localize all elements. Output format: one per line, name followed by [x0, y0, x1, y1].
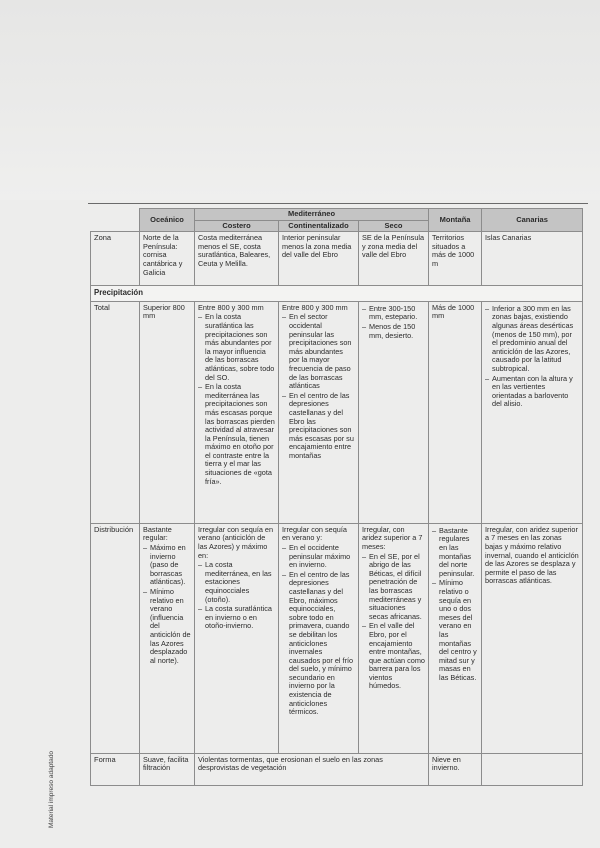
- forma-row: [91, 753, 583, 785]
- list-item: – Máximo en invierno (paso de borrascas atlánticas).: [143, 544, 191, 587]
- distribucion-costero-list: [198, 561, 275, 631]
- precipitacion-heading: Precipitación: [91, 286, 583, 302]
- forma-label: Forma: [91, 753, 140, 785]
- top-rule: [88, 203, 588, 204]
- list-item: – Menos de 150 mm, desierto.: [362, 323, 425, 340]
- header-montana: Montaña: [429, 209, 482, 232]
- distribucion-costero: [195, 523, 279, 753]
- distribucion-costero-intro: Irregular con sequía en verano (anticiclón de las Azores) y máximo en:: [198, 524, 274, 560]
- zona-montana: Territorios situados a más de 1000 m: [429, 232, 482, 286]
- header-oceanico: Oceánico: [140, 209, 195, 232]
- list-item: – Aumentan con la altura y en las vertientes orientadas a barlovento del alisio.: [485, 375, 579, 409]
- forma-canarias: [482, 753, 583, 785]
- zona-canarias: Islas Canarias: [482, 232, 583, 286]
- forma-oceanico: Suave, facilita filtración: [140, 753, 195, 785]
- distribucion-canarias: Irregular, con aridez superior a 7 meses en las zonas bajas y máximo relativo invernal, cuando el anticiclón de las Azores se desplaza y permite el paso de las borrascas atlánticas.: [482, 523, 583, 753]
- list-item: – En el centro de las depresiones castellanas y del Ebro las precipitaciones son más escasas por su encajamiento entre montañas: [282, 392, 355, 461]
- list-item: – Bastante regulares en las montañas del norte peninsular.: [432, 527, 478, 579]
- total-seco: [359, 301, 429, 523]
- zona-row: [91, 232, 583, 286]
- distribucion-row: [91, 523, 583, 753]
- header-continentalizado: Continentalizado: [279, 220, 359, 232]
- total-canarias-list: [485, 305, 579, 409]
- header-mediterraneo: Mediterráneo: [195, 209, 429, 221]
- header-row: [91, 209, 583, 221]
- distribucion-label: Distribución: [91, 523, 140, 753]
- distribucion-seco-list: [362, 553, 425, 692]
- zona-seco: SE de la Península y zona media del valle del Ebro: [359, 232, 429, 286]
- total-montana: Más de 1000 mm: [429, 301, 482, 523]
- forma-montana: Nieve en invierno.: [429, 753, 482, 785]
- zona-continentalizado: Interior peninsular menos la zona media del valle del Ebro: [279, 232, 359, 286]
- distribucion-montana: [429, 523, 482, 753]
- distribucion-continentalizado-intro: Irregular con sequía en verano y:: [282, 524, 347, 543]
- distribucion-continentalizado-list: [282, 544, 355, 717]
- total-row: [91, 301, 583, 523]
- total-costero-intro: Entre 800 y 300 mm: [198, 302, 264, 312]
- list-item: – Entre 300-150 mm, estepario.: [362, 305, 425, 322]
- total-costero-list: [198, 313, 275, 486]
- zona-costero: Costa mediterránea menos el SE, costa suratlántica, Baleares, Ceuta y Melilla.: [195, 232, 279, 286]
- total-costero: [195, 301, 279, 523]
- distribucion-oceanico-intro: Bastante regular:: [143, 524, 172, 543]
- climate-table: [90, 208, 583, 786]
- list-item: – Mínimo relativo o sequía en uno o dos meses del verano en las montañas del centro y mitad sur y masas en las Béticas.: [432, 579, 478, 682]
- list-item: – En la costa mediterránea las precipitaciones son más escasas porque las borrascas pierden actividad al atravesar la Península, tienen máximo en otoño por el contraste entre la tierra y el mar las situaciones de «gota fría».: [198, 383, 275, 486]
- total-continentalizado-intro: Entre 800 y 300 mm: [282, 302, 348, 312]
- precipitacion-section-row: [91, 286, 583, 302]
- list-item: – La costa suratlántica en invierno o en otoño-invierno.: [198, 605, 275, 631]
- total-canarias: [482, 301, 583, 523]
- zona-label: Zona: [91, 232, 140, 286]
- list-item: – En el centro de las depresiones castellanas y del Ebro, máximos equinocciales, sobre todo en primavera, cuando se debilitan los anticiclones invernales causados por el frío del suelo, y mínimo secundario en invierno por la existencia de anticiclones térmicos.: [282, 571, 355, 717]
- distribucion-montana-list: [432, 527, 478, 683]
- forma-mediterraneo: Violentas tormentas, que erosionan el suelo en las zonas desprovistas de vegetación: [195, 753, 429, 785]
- header-seco: Seco: [359, 220, 429, 232]
- list-item: – En el occidente peninsular máximo en invierno.: [282, 544, 355, 570]
- distribucion-seco-intro: Irregular, con aridez superior a 7 meses:: [362, 524, 423, 551]
- total-continentalizado-list: [282, 313, 355, 460]
- list-item: – La costa mediterránea, en las estaciones equinocciales (otoño).: [198, 561, 275, 604]
- list-item: – En el SE, por el abrigo de las Béticas, el difícil penetración de las borrascas mediterráneas y situaciones secas africanas.: [362, 553, 425, 622]
- total-seco-list: [362, 305, 425, 340]
- total-label: Total: [91, 301, 140, 523]
- list-item: – Inferior a 300 mm en las zonas bajas, existiendo algunas áreas desérticas (menos de 150 mm), por el predominio anual del anticiclón de las Azores, causado por la latitud subtropical.: [485, 305, 579, 374]
- header-canarias: Canarias: [482, 209, 583, 232]
- distribucion-seco: [359, 523, 429, 753]
- list-item: – En el sector occidental peninsular las precipitaciones son más abundantes por la mayor frecuencia de paso de las borrascas atlánticas: [282, 313, 355, 390]
- total-continentalizado: [279, 301, 359, 523]
- header-costero: Costero: [195, 220, 279, 232]
- total-oceanico: Superior 800 mm: [140, 301, 195, 523]
- list-item: – En la costa suratlántica las precipitaciones son más abundantes por la mayor influencia de las borrascas atlánticas, sobre todo del SO.: [198, 313, 275, 382]
- zona-oceanico: Norte de la Península: cornisa cantábrica y Galicia: [140, 232, 195, 286]
- distribucion-oceanico-list: [143, 544, 191, 665]
- side-text: Material impreso adaptado: [48, 751, 55, 828]
- list-item: – Mínimo relativo en verano (influencia del anticiclón de las Azores desplazado al norte).: [143, 588, 191, 665]
- distribucion-oceanico: [140, 523, 195, 753]
- page-shading: [0, 0, 600, 200]
- corner-cell: [91, 209, 140, 232]
- distribucion-continentalizado: [279, 523, 359, 753]
- list-item: – En el valle del Ebro, por el encajamiento entre montañas, que actúan como barrera para los vientos húmedos.: [362, 622, 425, 691]
